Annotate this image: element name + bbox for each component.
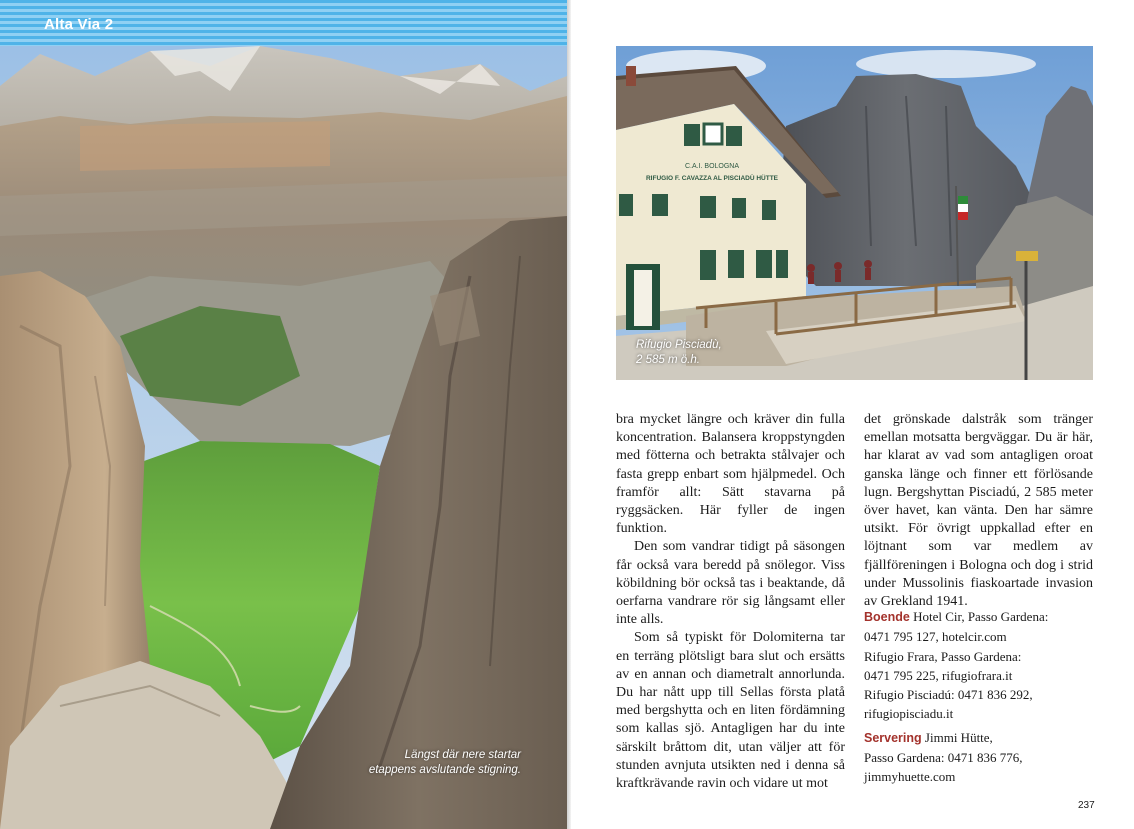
servering-label: Servering [864, 730, 922, 745]
boende-label: Boende [864, 610, 910, 624]
left-photo-caption [261, 748, 521, 778]
body-text-column-2 [864, 411, 1093, 611]
body-paragraph: Som så typiskt för Dolomiterna tar en terräng plötsligt bara slut och ersätts av en annan och diametralt annorlunda. Du har nått upp till Sellas första platå med bergshytta och en liten fördämning som kallas sjö. Antagligen har du inte särskilt bråttom dit, utan väljer att för stunden avnjuta utsikten ned i denna så kraftkrävande ravin och vidare ut mot [616, 630, 845, 792]
body-paragraph: Den som vandrar tidigt på säsongen får också vara beredd på snölegor. Viss köbildning bör också tas i beaktande, då oerfarna vandrare rör sig långsamt eller inte alls. [616, 539, 845, 628]
mountain-ravine-photo [0, 46, 567, 829]
photo-caption [636, 338, 722, 368]
boende-line: Rifugio Pisciadú: 0471 836 292, [864, 687, 1033, 703]
servering-line: Passo Gardena: 0471 836 776, [864, 750, 1023, 766]
facts-servering [864, 728, 1093, 787]
boende-line: rifugiopisciadu.it [864, 706, 954, 722]
body-text-column-1 [616, 411, 845, 793]
boende-line: Hotel Cir, Passo Gardena: [913, 609, 1049, 624]
boende-line: 0471 795 127, hotelcir.com [864, 629, 1007, 645]
facts-boende [864, 607, 1093, 724]
photo-caption-line: Rifugio Pisciadù, [636, 339, 722, 351]
boende-line: Rifugio Frara, Passo Gardena: [864, 648, 1022, 664]
boende-line: 0471 795 225, rifugiofrara.it [864, 667, 1013, 683]
hut-sign-line2: RIFUGIO F. CAVAZZA AL PISCIADÙ HÜTTE [645, 175, 779, 182]
servering-line: jimmyhuette.com [864, 769, 956, 785]
hut-sign-line1: C.A.I. BOLOGNA [684, 163, 740, 170]
body-paragraph: det grönskade dalstråk som tränger emellan motsatta bergväggar. Du är här, har klarat av vad som antagligen oroat ganska länge och finner ett förlösande lugn. Bergshyttan Pisciadú, 2 585 meter över havet, kan vänta. Den har sämre utsikt. För övrigt uppkallad efter en löjtnant som var medlem av fjällföreningen i Bologna och dog i strid under Mussolinis fiaskoartade invasion av Grekland 1941. [864, 412, 1093, 610]
left-caption-line: etappens avslutande stigning. [368, 764, 521, 776]
page-number: 237 [1078, 800, 1095, 811]
left-caption-line: Längst där nere startar [404, 749, 521, 761]
facts-box [864, 607, 1093, 787]
servering-line: Jimmi Hütte, [924, 729, 993, 745]
hut-photo [616, 46, 1093, 380]
book-gutter [567, 0, 571, 829]
photo-caption-line: 2 585 m ö.h. [636, 354, 700, 366]
body-paragraph: bra mycket längre och kräver din fulla koncentration. Balansera kroppstyngden med fötterna och betrakta stålvajer och fasta grepp enbart som hjälpmedel. Och framför allt: Sätt stavarna på ryggsäcken. Här fyller de ingen funktion. [616, 412, 845, 537]
section-title: Alta Via 2 [44, 16, 114, 33]
